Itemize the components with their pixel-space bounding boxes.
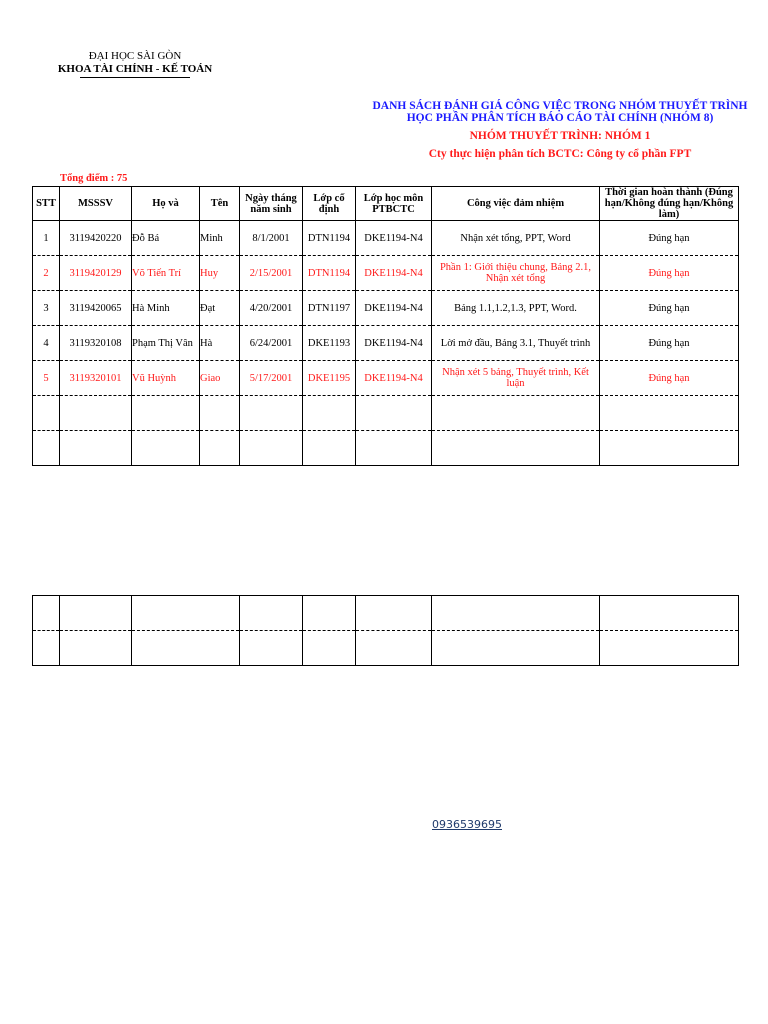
cell-id: 3119320108 — [60, 326, 132, 361]
cell-ho: Hà Minh — [132, 291, 200, 326]
evaluation-table — [32, 186, 739, 466]
cell-class-fixed: DTN1194 — [303, 256, 356, 291]
header-ten: Tên — [200, 187, 240, 221]
cell-task: Bảng 1.1,1.2,1.3, PPT, Word. — [432, 291, 600, 326]
header-dob: Ngày tháng năm sinh — [240, 187, 303, 221]
cell-id: 3119420220 — [60, 221, 132, 256]
cell-stt: 4 — [33, 326, 60, 361]
cell-dob: 6/24/2001 — [240, 326, 303, 361]
empty-row — [33, 396, 739, 431]
cell-dob: 8/1/2001 — [240, 221, 303, 256]
empty-row — [33, 431, 739, 466]
cell-class-course: DKE1194-N4 — [356, 361, 432, 396]
cell-ten: Đạt — [200, 291, 240, 326]
cell-ten: Hà — [200, 326, 240, 361]
university-name: ĐẠI HỌC SÀI GÒN — [88, 50, 182, 62]
cell-id: 3119420129 — [60, 256, 132, 291]
cell-class-course: DKE1194-N4 — [356, 256, 432, 291]
table-row — [33, 221, 739, 256]
cell-ten: Minh — [200, 221, 240, 256]
cell-deadline: Đúng hạn — [600, 221, 739, 256]
cell-ten: Giao — [200, 361, 240, 396]
cell-id: 3119320101 — [60, 361, 132, 396]
cell-ho: Võ Tiến Trí — [132, 256, 200, 291]
cell-dob: 4/20/2001 — [240, 291, 303, 326]
cell-ho: Vũ Huỳnh — [132, 361, 200, 396]
cell-ho: Phạm Thị Vân — [132, 326, 200, 361]
cell-stt: 2 — [33, 256, 60, 291]
cell-class-fixed: DTN1197 — [303, 291, 356, 326]
table-row — [33, 361, 739, 396]
cell-deadline: Đúng hạn — [600, 256, 739, 291]
cell-deadline: Đúng hạn — [600, 361, 739, 396]
header-task: Công việc đảm nhiệm — [432, 187, 600, 221]
empty-row — [33, 631, 739, 666]
cell-stt: 1 — [33, 221, 60, 256]
cell-deadline: Đúng hạn — [600, 326, 739, 361]
cell-class-fixed: DKE1195 — [303, 361, 356, 396]
group-title: NHÓM THUYẾT TRÌNH: NHÓM 1 — [469, 130, 651, 142]
cell-task: Phần 1: Giới thiệu chung, Bảng 2.1, Nhận xét tổng — [432, 256, 600, 291]
cell-stt: 3 — [33, 291, 60, 326]
table-row — [33, 256, 739, 291]
header-stt: STT — [33, 187, 60, 221]
cell-dob: 2/15/2001 — [240, 256, 303, 291]
cell-class-course: DKE1194-N4 — [356, 326, 432, 361]
cell-task: Nhận xét 5 bảng, Thuyết trình, Kết luận — [432, 361, 600, 396]
cell-class-course: DKE1194-N4 — [356, 291, 432, 326]
cell-task: Lời mở đầu, Bảng 3.1, Thuyết trình — [432, 326, 600, 361]
document-titles — [370, 100, 750, 160]
cell-deadline: Đúng hạn — [600, 291, 739, 326]
continuation-table — [32, 595, 739, 666]
cell-class-fixed: DTN1194 — [303, 221, 356, 256]
header-class-fixed: Lớp cố định — [303, 187, 356, 221]
cell-id: 3119420065 — [60, 291, 132, 326]
table-header-row — [33, 187, 739, 221]
title-line-1: DANH SÁCH ĐÁNH GIÁ CÔNG VIỆC TRONG NHÓM THUYẾT TRÌNH — [372, 100, 748, 112]
university-header — [40, 50, 230, 78]
phone-link[interactable]: 0936539695 — [432, 818, 502, 831]
title-line-2: HỌC PHẦN PHÂN TÍCH BÁO CÁO TÀI CHÍNH (NHÓM 8) — [406, 112, 714, 124]
cell-dob: 5/17/2001 — [240, 361, 303, 396]
table-row — [33, 326, 739, 361]
cell-ten: Huy — [200, 256, 240, 291]
header-deadline: Thời gian hoàn thành (Đúng hạn/Không đúng hạn/Không làm) — [600, 187, 739, 221]
faculty-name: KHOA TÀI CHÍNH - KẾ TOÁN — [57, 63, 213, 75]
total-score: Tổng điểm : 75 — [60, 173, 128, 184]
header-msssv: MSSSV — [60, 187, 132, 221]
header-class-course: Lớp học môn PTBCTC — [356, 187, 432, 221]
cell-ho: Đỗ Bá — [132, 221, 200, 256]
table-row — [33, 291, 739, 326]
empty-row — [33, 596, 739, 631]
company-title: Cty thực hiện phân tích BCTC: Công ty cổ phần FPT — [428, 148, 692, 160]
cell-class-course: DKE1194-N4 — [356, 221, 432, 256]
cell-class-fixed: DKE1193 — [303, 326, 356, 361]
cell-task: Nhận xét tổng, PPT, Word — [432, 221, 600, 256]
header-underline — [80, 77, 190, 78]
header-ho: Họ và — [132, 187, 200, 221]
cell-stt: 5 — [33, 361, 60, 396]
